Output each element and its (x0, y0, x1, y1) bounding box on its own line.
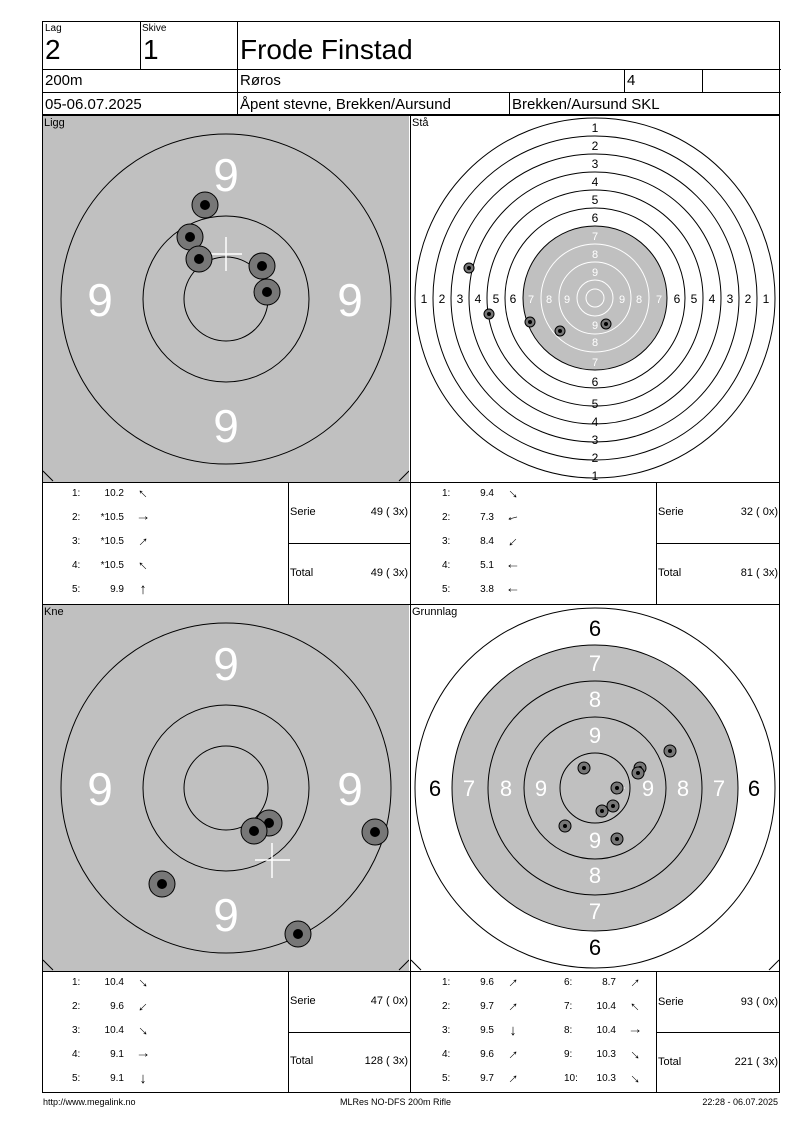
svg-text:6: 6 (673, 292, 681, 306)
svg-text:7: 7 (655, 294, 663, 306)
ligg-serie-value: 49 ( 3x) (370, 506, 408, 518)
shot-score: 9.9 (110, 584, 124, 595)
kne-total-label: Total (290, 1055, 314, 1067)
kne-total-value: 128 ( 3x) (364, 1055, 408, 1067)
grunnlag-total-value: 221 ( 3x) (734, 1056, 778, 1068)
svg-text:3: 3 (456, 292, 464, 306)
svg-text:6: 6 (588, 935, 602, 960)
kne-ring-9-left: 9 (87, 763, 113, 815)
shot-number: 2: (442, 512, 451, 523)
shot-number: 4: (72, 560, 81, 571)
svg-text:7: 7 (588, 899, 602, 924)
shot-number: 5: (72, 1073, 81, 1084)
ligg-target (43, 116, 409, 482)
svg-text:1: 1 (762, 292, 770, 306)
shot-number: 4: (442, 1049, 451, 1060)
shot-number: 3: (72, 536, 81, 547)
svg-text:8: 8 (635, 294, 643, 306)
ligg-ring-9-left: 9 (87, 274, 113, 326)
shot-number: 1: (72, 488, 81, 499)
sta-total-value: 81 ( 3x) (740, 567, 778, 579)
svg-text:9: 9 (588, 723, 602, 748)
shot-number: 4: (442, 560, 451, 571)
lag-label: Lag (45, 23, 62, 34)
svg-text:8: 8 (545, 294, 553, 306)
footer-url[interactable]: http://www.megalink.no (43, 1097, 136, 1107)
svg-text:9: 9 (641, 776, 655, 801)
kne-label: Kne (44, 606, 64, 618)
shot-score: 9.1 (110, 1049, 124, 1060)
svg-text:5: 5 (591, 193, 599, 207)
shot-number: 3: (442, 536, 451, 547)
shooter-name: Frode Finstad (240, 34, 413, 65)
svg-text:5: 5 (690, 292, 698, 306)
shot-score: 10.4 (104, 1025, 124, 1036)
event-name: Åpent stevne, Brekken/Aursund (240, 96, 451, 113)
shot-score: *10.5 (100, 512, 124, 523)
shot-number: 2: (72, 1001, 81, 1012)
footer-program: MLRes NO-DFS 200m Rifle (340, 1097, 452, 1107)
svg-text:7: 7 (591, 357, 599, 369)
svg-text:7: 7 (588, 651, 602, 676)
shot-score: 10.3 (596, 1049, 616, 1060)
shot-number: 5: (442, 584, 451, 595)
shot-number: 8: (564, 1025, 573, 1036)
sta-target (411, 116, 779, 482)
shot-score: 9.6 (480, 1049, 494, 1060)
svg-text:8: 8 (676, 776, 690, 801)
shot-number: 3: (72, 1025, 81, 1036)
ligg-ring-9-bottom: 9 (213, 400, 239, 452)
svg-text:6: 6 (588, 616, 602, 641)
range-number: 4 (627, 72, 636, 89)
shot-number: 1: (442, 977, 451, 988)
shot-number: 6: (564, 977, 573, 988)
shot-score: 9.7 (480, 1001, 494, 1012)
shot-score: 8.4 (480, 536, 494, 547)
shot-number: 2: (72, 512, 81, 523)
svg-text:3: 3 (726, 292, 734, 306)
svg-text:7: 7 (712, 776, 726, 801)
location: Røros (240, 72, 281, 89)
shot-score: 9.6 (110, 1001, 124, 1012)
footer-timestamp: 22:28 - 06.07.2025 (702, 1097, 778, 1107)
svg-text:6: 6 (591, 375, 599, 389)
svg-text:7: 7 (462, 776, 476, 801)
svg-text:3: 3 (591, 157, 599, 171)
svg-text:9: 9 (588, 828, 602, 853)
svg-text:2: 2 (591, 451, 599, 465)
grunnlag-target (411, 605, 779, 971)
shot-score: 5.1 (480, 560, 494, 571)
shot-score: 10.4 (596, 1001, 616, 1012)
shot-number: 5: (442, 1073, 451, 1084)
shot-number: 1: (72, 977, 81, 988)
svg-text:8: 8 (591, 249, 599, 261)
sta-label: Stå (412, 117, 429, 129)
kne-ring-9-top: 9 (213, 638, 239, 690)
svg-text:8: 8 (588, 687, 602, 712)
shot-score: 9.1 (110, 1073, 124, 1084)
ligg-ring-9-top: 9 (213, 149, 239, 201)
svg-text:7: 7 (527, 294, 535, 306)
shot-number: 1: (442, 488, 451, 499)
shot-score: 10.4 (596, 1025, 616, 1036)
grunnlag-serie-value: 93 ( 0x) (740, 996, 778, 1008)
svg-text:5: 5 (492, 292, 500, 306)
svg-text:8: 8 (591, 337, 599, 349)
svg-text:8: 8 (588, 863, 602, 888)
svg-text:9: 9 (563, 294, 571, 306)
shot-number: 7: (564, 1001, 573, 1012)
shot-score: 3.8 (480, 584, 494, 595)
svg-text:6: 6 (428, 776, 442, 801)
kne-ring-9-right: 9 (337, 763, 363, 815)
shot-number: 2: (442, 1001, 451, 1012)
grunnlag-total-label: Total (658, 1056, 682, 1068)
svg-text:9: 9 (591, 267, 599, 279)
kne-serie-value: 47 ( 0x) (370, 995, 408, 1007)
shot-score: 7.3 (480, 512, 494, 523)
shot-score: 9.6 (480, 977, 494, 988)
shot-score: *10.5 (100, 560, 124, 571)
svg-text:4: 4 (591, 415, 599, 429)
shot-score: 10.3 (596, 1073, 616, 1084)
shot-score: *10.5 (100, 536, 124, 547)
svg-text:9: 9 (591, 320, 599, 332)
svg-text:7: 7 (591, 231, 599, 243)
shot-score: 9.4 (480, 488, 494, 499)
svg-text:6: 6 (509, 292, 517, 306)
sta-serie-value: 32 ( 0x) (740, 506, 778, 518)
shot-number: 10: (564, 1073, 578, 1084)
kne-target (43, 605, 409, 971)
grunnlag-label: Grunnlag (412, 606, 458, 618)
ligg-serie-label: Serie (290, 506, 316, 518)
svg-text:2: 2 (438, 292, 446, 306)
svg-text:1: 1 (591, 121, 599, 135)
ligg-total-value: 49 ( 3x) (370, 567, 408, 579)
svg-text:6: 6 (747, 776, 761, 801)
svg-text:9: 9 (618, 294, 626, 306)
shot-score: 9.7 (480, 1073, 494, 1084)
shot-number: 4: (72, 1049, 81, 1060)
svg-text:9: 9 (534, 776, 548, 801)
svg-text:4: 4 (708, 292, 716, 306)
svg-text:2: 2 (744, 292, 752, 306)
svg-text:8: 8 (499, 776, 513, 801)
shot-score: 10.2 (104, 488, 124, 499)
shot-number: 3: (442, 1025, 451, 1036)
skive-label: Skive (142, 23, 167, 34)
sta-total-label: Total (658, 567, 682, 579)
event-date: 05-06.07.2025 (45, 96, 142, 113)
shot-score: 9.5 (480, 1025, 494, 1036)
club-name: Brekken/Aursund SKL (512, 96, 660, 113)
kne-serie-label: Serie (290, 995, 316, 1007)
skive-value: 1 (143, 34, 159, 65)
shot-number: 9: (564, 1049, 573, 1060)
svg-text:6: 6 (591, 211, 599, 225)
kne-ring-9-bottom: 9 (213, 889, 239, 941)
svg-text:2: 2 (591, 139, 599, 153)
lag-value: 2 (45, 34, 61, 65)
svg-text:4: 4 (591, 175, 599, 189)
svg-text:3: 3 (591, 433, 599, 447)
svg-text:1: 1 (591, 469, 599, 482)
grunnlag-serie-label: Serie (658, 996, 684, 1008)
shot-number: 5: (72, 584, 81, 595)
ligg-label: Ligg (44, 117, 65, 129)
header-table (42, 21, 780, 115)
shot-score: 8.7 (602, 977, 616, 988)
shot-score: 10.4 (104, 977, 124, 988)
sta-serie-label: Serie (658, 506, 684, 518)
svg-text:1: 1 (420, 292, 428, 306)
ligg-total-label: Total (290, 567, 314, 579)
svg-text:5: 5 (591, 397, 599, 411)
ligg-ring-9-right: 9 (337, 274, 363, 326)
svg-text:4: 4 (474, 292, 482, 306)
distance: 200m (45, 72, 83, 89)
